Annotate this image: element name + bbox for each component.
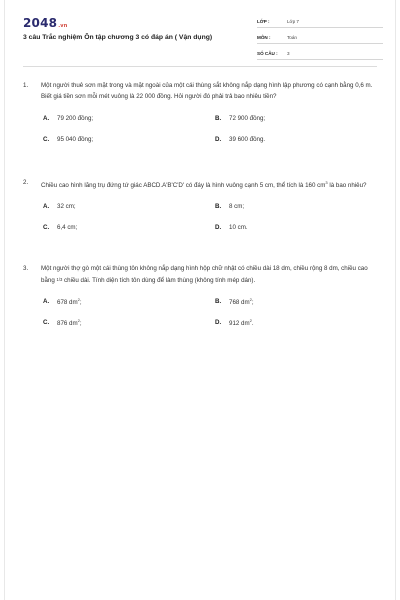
- question-text: [41, 177, 379, 191]
- question-1: [23, 80, 379, 177]
- option-label: D.: [215, 135, 222, 143]
- question-number: 2.: [23, 179, 29, 186]
- fraction: 1/3: [56, 277, 63, 283]
- question-text-part: là bao nhiêu?: [327, 182, 367, 190]
- option-b[interactable]: [215, 291, 375, 312]
- option-punct: ;: [251, 298, 254, 306]
- option-value: 912 dm: [229, 319, 250, 327]
- question-list: [23, 80, 379, 363]
- superscript: 2: [77, 317, 80, 323]
- option-value: 678 dm: [57, 298, 78, 306]
- option-text: 72 900 đồng;: [229, 114, 266, 122]
- option-d[interactable]: [215, 129, 375, 150]
- option-text: [229, 297, 254, 306]
- option-d[interactable]: [215, 217, 375, 238]
- question-text: [41, 263, 379, 287]
- meta-row-count: [257, 47, 383, 60]
- document-page: [4, 0, 396, 600]
- answer-options: [43, 291, 379, 333]
- option-text: 79 200 đồng;: [57, 114, 94, 122]
- answer-options: [43, 196, 379, 238]
- header-divider: [23, 66, 377, 67]
- meta-value: 3: [287, 50, 290, 56]
- option-b[interactable]: [215, 196, 375, 217]
- question-number: 3.: [23, 265, 29, 272]
- option-text: [57, 318, 82, 327]
- question-text-part: Một người thợ gò một cái thùng tôn không nắp dạng hình hộp chữ nhật có chiều dài 18 dm, chiều rộng 8 dm, chiều cao bằng: [41, 265, 368, 285]
- option-text: 32 cm;: [57, 203, 76, 211]
- logo-domain: .vn: [58, 23, 68, 29]
- superscript: 2: [249, 296, 252, 302]
- option-label: C.: [43, 135, 50, 143]
- option-a[interactable]: [43, 291, 215, 312]
- option-label: A.: [43, 114, 50, 122]
- option-punct: ;: [79, 298, 82, 306]
- meta-value: Lớp 7: [287, 18, 299, 24]
- question-text-part: Chiều cao hình lăng trụ đứng tứ giác ABCD.A'B'C'D' có đáy là hình vuông cạnh 5 cm, thể tích là 160 cm: [41, 182, 326, 190]
- option-c[interactable]: [43, 312, 215, 333]
- option-label: A.: [43, 203, 50, 211]
- option-text: 95 040 đồng;: [57, 135, 94, 143]
- superscript: 2: [249, 317, 252, 323]
- option-label: B.: [215, 203, 222, 211]
- question-text-part: chiều dài. Tính diện tích tôn dùng để làm thùng (không tính mép dán).: [62, 277, 256, 285]
- option-text: 6,4 cm;: [57, 224, 78, 232]
- option-value: 876 dm: [57, 319, 78, 327]
- site-logo[interactable]: [23, 16, 68, 30]
- logo-text: 2048: [23, 16, 58, 30]
- option-text: [229, 318, 254, 327]
- option-label: C.: [43, 318, 50, 326]
- meta-value: Toán: [287, 34, 297, 40]
- option-c[interactable]: [43, 217, 215, 238]
- option-a[interactable]: [43, 196, 215, 217]
- option-d[interactable]: [215, 312, 375, 333]
- option-text: [57, 297, 82, 306]
- option-text: 8 cm;: [229, 203, 245, 211]
- meta-box: [257, 15, 383, 63]
- option-label: B.: [215, 114, 222, 122]
- option-label: A.: [43, 297, 50, 305]
- option-text: 10 cm.: [229, 224, 248, 232]
- meta-label: SỐ CÂU :: [257, 50, 278, 56]
- option-text: 39 600 đồng.: [229, 135, 266, 143]
- question-3: [23, 263, 379, 363]
- answer-options: [43, 108, 379, 150]
- question-number: 1.: [23, 82, 29, 89]
- document-title: 3 câu Trắc nghiệm Ôn tập chương 3 có đáp án ( Vận dụng): [23, 34, 213, 41]
- page-header: [5, 0, 395, 62]
- option-label: B.: [215, 297, 222, 305]
- option-label: D.: [215, 224, 222, 232]
- option-value: 768 dm: [229, 298, 250, 306]
- question-2: [23, 177, 379, 263]
- option-label: C.: [43, 224, 50, 232]
- meta-row-subject: [257, 31, 383, 44]
- option-punct: ;: [79, 319, 82, 327]
- option-punct: .: [251, 319, 254, 327]
- meta-row-class: [257, 15, 383, 28]
- option-label: D.: [215, 318, 222, 326]
- option-a[interactable]: [43, 108, 215, 129]
- superscript: 3: [325, 180, 328, 185]
- option-c[interactable]: [43, 129, 215, 150]
- question-text: Một người thuê sơn mặt trong và mặt ngoài của một cái thùng sắt không nắp dạng hình lập phương có cạnh bằng 0,6 m. Biết giá tiền sơn mỗi mét vuông là 22 000 đồng. Hỏi người đó phải trả bao nhiêu tiền?: [41, 82, 373, 101]
- superscript: 2: [77, 296, 80, 302]
- meta-label: LỚP :: [257, 18, 270, 24]
- meta-label: MÔN :: [257, 34, 271, 40]
- option-b[interactable]: [215, 108, 375, 129]
